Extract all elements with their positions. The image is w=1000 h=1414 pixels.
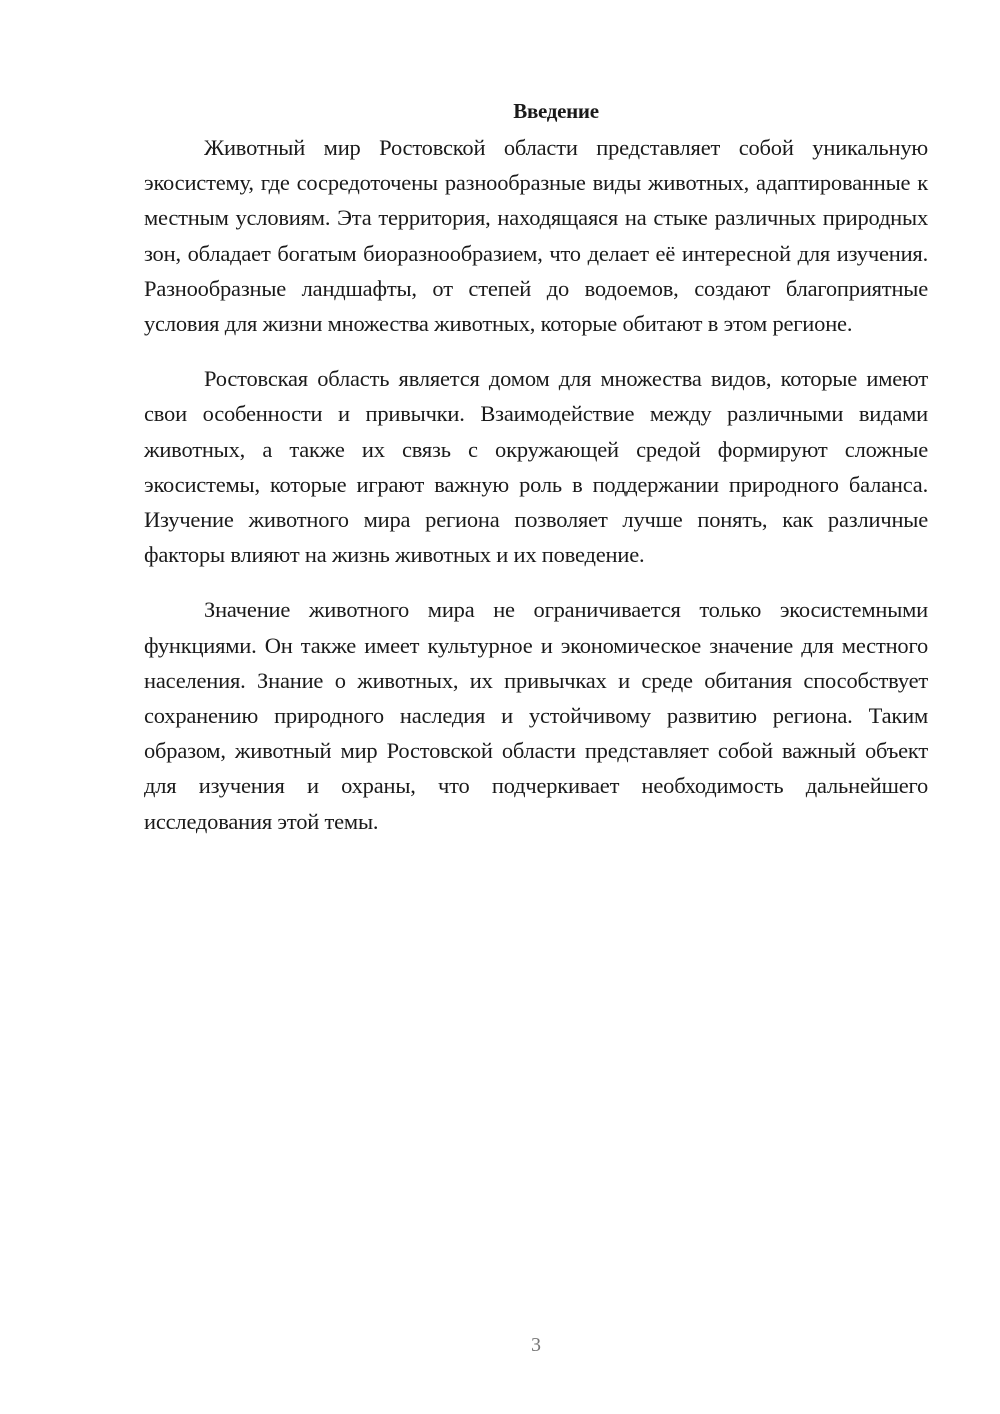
paragraph-1: Животный мир Ростовской области представляет собой уникальную экосистему, где сосредоточены разнообразные виды животных, адаптированные к местным условиям. Эта территория, находящаяся на стыке различных природных зон, обладает богатым биоразнообразием, что делает её интересной для изучения. Разнообразные ландшафты, от степей до водоемов, создают благоприятные условия для жизни множества животных, которые обитают в этом регионе. xyxy=(144,135,928,337)
section-title: Введение xyxy=(513,99,599,123)
paragraph-2: Ростовская область является домом для множества видов, которые имеют свои особенности и привычки. Взаимодействие между различными видами животных, а также их связь с окружающей средой формируют сложные экосистемы, которые играют важную роль в поддержании природного баланса. Изучение животного мира региона позволяет лучше понять, как различные факторы влияют на жизнь животных и их поведение. xyxy=(144,366,928,568)
paragraph-3: Значение животного мира не ограничивается только экосистемными функциями. Он также имеет культурное и экономическое значение для местного населения. Знание о животных, их привычках и среде обитания способствует сохранению природного наследия и устойчивому развитию региона. Таким образом, животный мир Ростовской области представляет собой важный объект для изучения и охраны, что подчеркивает необходимость дальнейшего исследования этой темы. xyxy=(144,597,928,834)
page-number: 3 xyxy=(531,1334,541,1356)
page-content xyxy=(144,96,928,859)
